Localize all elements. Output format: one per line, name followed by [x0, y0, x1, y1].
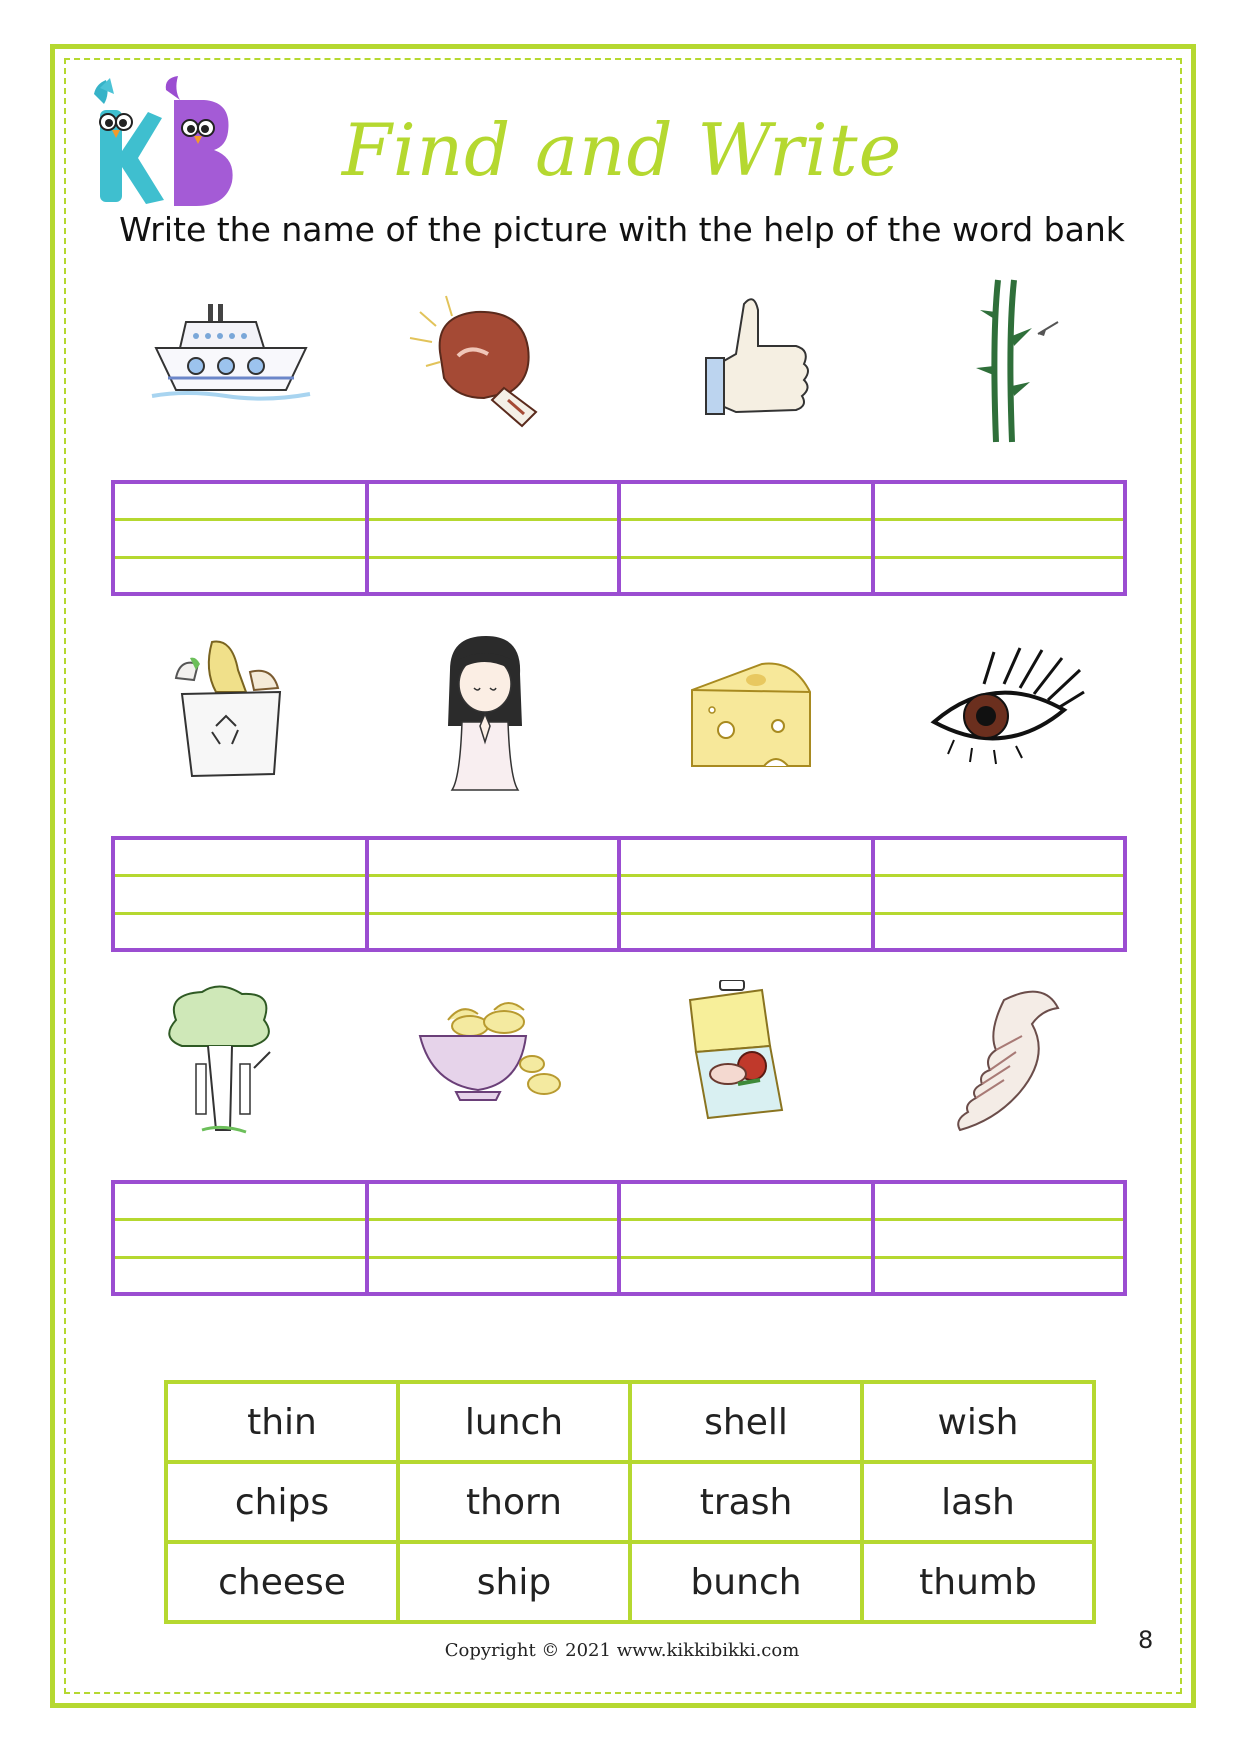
word-bank-row — [166, 1382, 1094, 1462]
ship-icon — [146, 282, 316, 452]
thin-tree-icon — [146, 980, 316, 1150]
cell-divider — [365, 1184, 369, 1292]
cell-divider — [617, 840, 621, 948]
word-bank-row — [166, 1542, 1094, 1622]
praying-girl-icon — [400, 630, 570, 800]
thorn-stem-icon — [938, 276, 1108, 446]
lunch-box-icon — [666, 980, 836, 1150]
word-bank-table — [164, 1380, 1096, 1624]
trash-bin-icon — [146, 630, 316, 800]
cell-divider — [871, 840, 875, 948]
cheese-icon — [666, 630, 836, 800]
cell-divider — [617, 484, 621, 592]
eye-lash-icon — [924, 630, 1094, 800]
write-row-3[interactable] — [111, 1180, 1127, 1296]
word-bank-cell: ship — [398, 1542, 630, 1622]
page-title: Find and Write — [341, 108, 903, 192]
chips-bowl-icon — [408, 980, 578, 1150]
word-bank-cell: wish — [862, 1382, 1094, 1462]
cell-divider — [365, 484, 369, 592]
cell-divider — [365, 840, 369, 948]
word-bank-cell: thumb — [862, 1542, 1094, 1622]
cell-divider — [871, 1184, 875, 1292]
seashell-icon — [924, 980, 1094, 1150]
word-bank-cell: cheese — [166, 1542, 398, 1622]
word-bank-cell: thin — [166, 1382, 398, 1462]
word-bank-cell: lash — [862, 1462, 1094, 1542]
write-row-1[interactable] — [111, 480, 1127, 596]
copyright-text: Copyright © 2021 www.kikkibikki.com — [444, 1640, 800, 1661]
thumb-up-icon — [666, 282, 836, 452]
cell-divider — [871, 484, 875, 592]
boxing-glove-icon — [400, 282, 570, 452]
word-bank-cell: chips — [166, 1462, 398, 1542]
word-bank-cell: thorn — [398, 1462, 630, 1542]
page-number: 8 — [1138, 1626, 1154, 1654]
word-bank-cell: lunch — [398, 1382, 630, 1462]
cell-divider — [617, 1184, 621, 1292]
word-bank-cell: bunch — [630, 1542, 862, 1622]
instruction-text: Write the name of the picture with the help of the word bank — [119, 210, 1125, 249]
word-bank-row — [166, 1462, 1094, 1542]
word-bank-cell: shell — [630, 1382, 862, 1462]
write-row-2[interactable] — [111, 836, 1127, 952]
word-bank-cell: trash — [630, 1462, 862, 1542]
